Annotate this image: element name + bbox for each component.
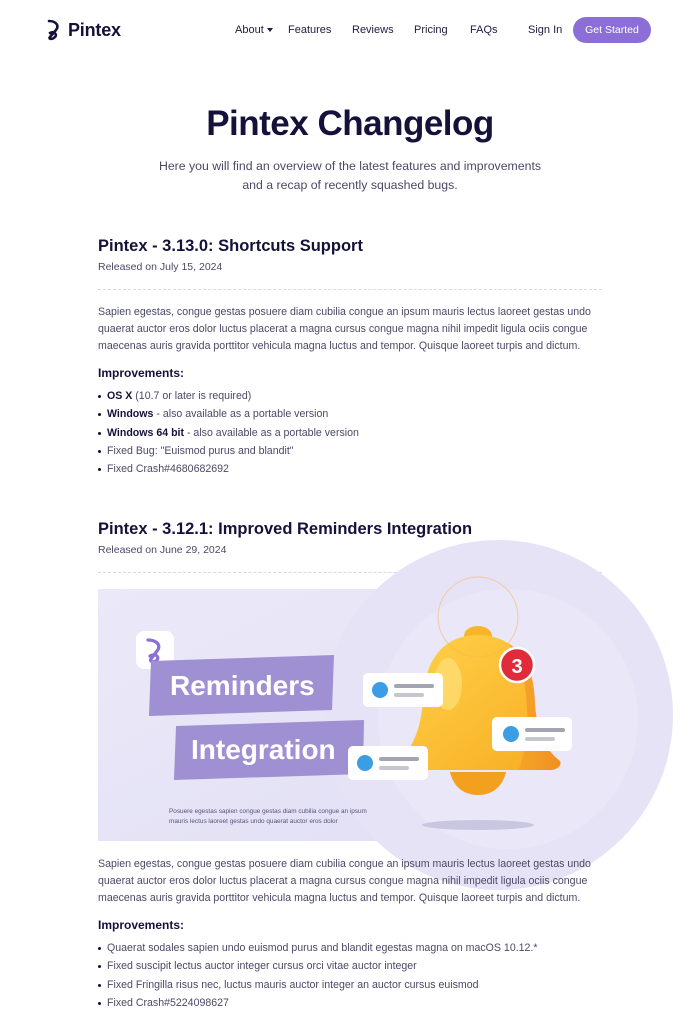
nav-link-features[interactable]: Features (288, 24, 332, 36)
list-item: Quaerat sodales sapien undo euismod purus and blandit egestas magna on macOS 10.12.* (98, 939, 608, 957)
pintex-logo-icon (46, 19, 62, 41)
release-title: Pintex - 3.13.0: Shortcuts Support (98, 237, 363, 255)
brand-name: Pintex (68, 19, 121, 40)
top-nav (0, 0, 700, 62)
improvements-list (98, 387, 608, 478)
page-subtitle: Here you will find an overview of the latest features and improvements and a recap of recently squashed bugs. (158, 159, 542, 192)
brand-logo[interactable] (46, 19, 121, 41)
banner-caption-1: Posuere egestas sapien congue gestas diam cubilia congue an ipsum (169, 808, 367, 815)
release-description: Sapien egestas, congue gestas posuere diam cubilia congue an ipsum mauris lectus laoreet gestas undo quaerat auctor eros dolor luctus placerat a magna cursus congue magna nihil impedit ligula ociis congue maecenas auris gravida porttitor vehicula magna luctus and tempor. Quisque laoreet turpis and dictum. (98, 858, 591, 904)
banner-caption-2: mauris lectus laoreet gestas undo quaerat auctor eros dolor (169, 818, 338, 825)
list-item: OS X (10.7 or later is required) (98, 387, 608, 405)
list-item: Fixed Fringilla risus nec, luctus mauris auctor integer an auctor cursus euismod (98, 976, 608, 994)
release-title: Pintex - 3.12.1: Improved Reminders Integration (98, 520, 473, 538)
nav-link-pricing[interactable]: Pricing (414, 24, 448, 36)
notification-card-1 (363, 673, 443, 707)
release-date: Released on July 15, 2024 (98, 261, 223, 273)
release-divider (98, 289, 602, 290)
badge-count: 3 (511, 656, 523, 678)
release-description: Sapien egestas, congue gestas posuere diam cubilia congue an ipsum mauris lectus laoreet gestas undo quaerat auctor eros dolor luctus placerat a magna cursus congue magna nihil impedit ligula ociis congue maecenas auris gravida porttitor vehicula magna luctus and tempor. Quisque laoreet turpis and dictum. (98, 306, 591, 352)
list-item: Fixed Bug: "Euismod purus and blandit" (98, 442, 608, 460)
list-item: Fixed Crash#4680682692 (98, 460, 608, 478)
banner-line-1: Reminders (170, 670, 315, 701)
nav-link-reviews[interactable]: Reviews (352, 24, 394, 36)
nav-link-about-label: About (235, 24, 264, 36)
list-item: Fixed Crash#5224098627 (98, 994, 608, 1012)
list-item: Fixed suscipit lectus auctor integer cursus orci vitae auctor integer (98, 957, 608, 975)
release-date: Released on June 29, 2024 (98, 544, 227, 556)
notification-badge (500, 648, 534, 682)
list-item: Windows 64 bit - also available as a portable version (98, 424, 608, 442)
page-title: Pintex Changelog (206, 104, 494, 143)
banner-line-2: Integration (191, 734, 336, 765)
list-item: Windows - also available as a portable version (98, 405, 608, 423)
improvements-list (98, 939, 608, 1012)
sign-in-link[interactable]: Sign In (528, 24, 563, 36)
reminders-banner-image (98, 589, 602, 841)
nav-link-about[interactable] (235, 24, 273, 36)
nav-link-faqs[interactable]: FAQs (470, 24, 498, 36)
improvements-heading: Improvements: (98, 918, 185, 932)
improvements-heading: Improvements: (98, 366, 185, 380)
get-started-button[interactable]: Get Started (573, 17, 651, 43)
chevron-down-icon (267, 28, 273, 32)
reminders-illustration (98, 589, 602, 841)
notification-card-2 (492, 717, 572, 751)
notification-card-3 (348, 746, 428, 780)
